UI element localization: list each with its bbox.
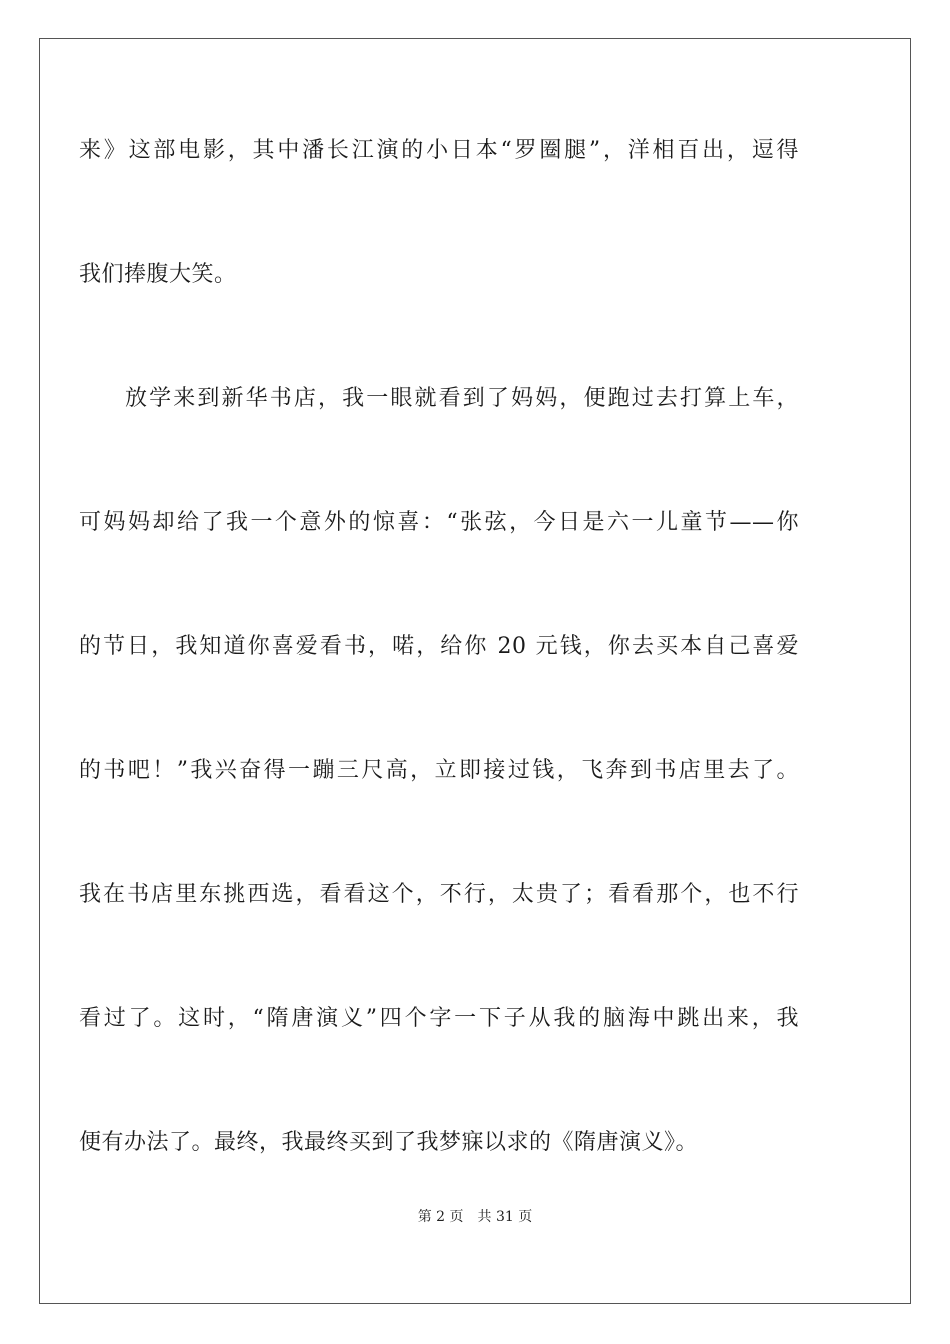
page-total: 共 31 页 bbox=[477, 1209, 533, 1225]
text-line-3: 放学来到新华书店，我一眼就看到了妈妈，便跑过去打算上车， bbox=[125, 386, 799, 411]
page-footer bbox=[0, 1207, 950, 1227]
text-line-4: 可妈妈却给了我一个意外的惊喜：“张弦，今日是六一儿童节——你 bbox=[79, 510, 799, 535]
text-line-9: 便有办法了。最终，我最终买到了我梦寐以求的《隋唐演义》。 bbox=[79, 1130, 699, 1155]
page-frame bbox=[39, 38, 911, 1304]
text-line-1: 来》这部电影，其中潘长江演的小日本“罗圈腿”，洋相百出，逗得 bbox=[79, 138, 799, 163]
text-line-8: 看过了。这时，“隋唐演义”四个字一下子从我的脑海中跳出来，我 bbox=[79, 1006, 799, 1031]
text-line-6: 的书吧！”我兴奋得一蹦三尺高，立即接过钱，飞奔到书店里去了。 bbox=[79, 758, 799, 783]
text-line-2: 我们捧腹大笑。 bbox=[79, 262, 237, 287]
page-number: 第 2 页 bbox=[417, 1209, 464, 1225]
text-line-7: 我在书店里东挑西选，看看这个，不行，太贵了；看看那个，也不行 bbox=[79, 882, 799, 907]
text-line-5: 的节日，我知道你喜爱看书，喏，给你 20 元钱，你去买本自己喜爱 bbox=[79, 634, 799, 659]
